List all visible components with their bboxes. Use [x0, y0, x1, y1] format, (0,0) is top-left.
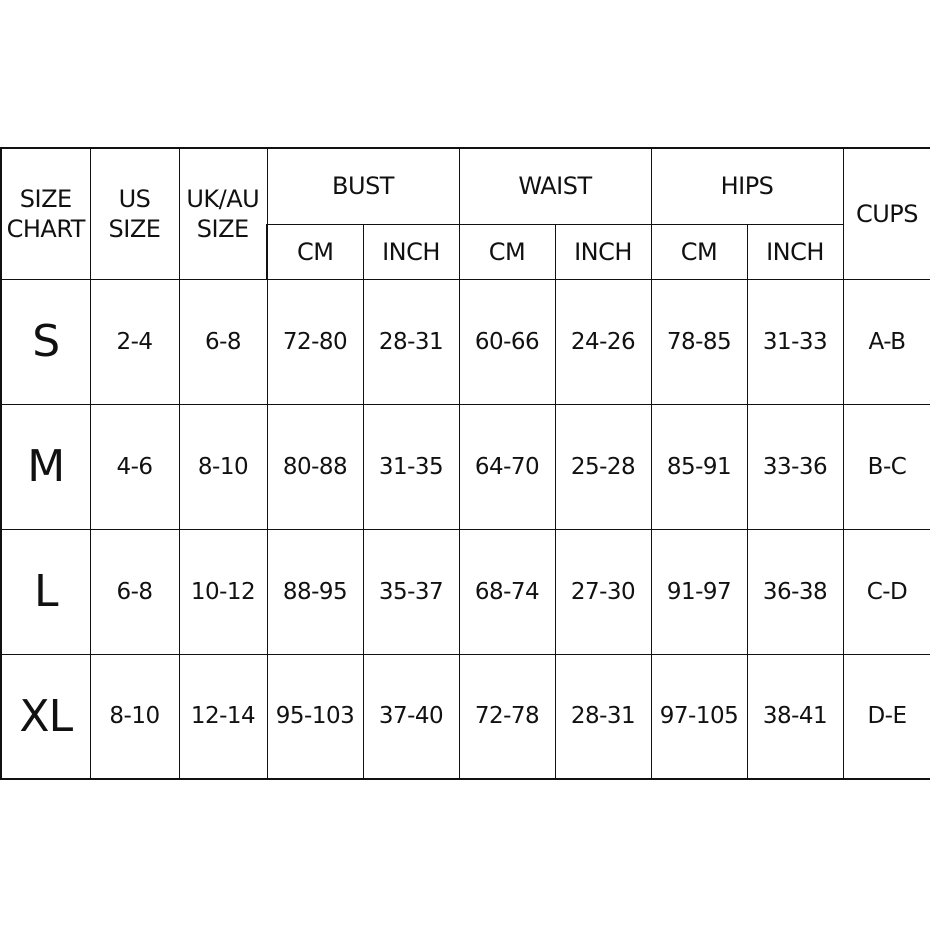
bust-inch-cell: 37-40	[363, 654, 459, 779]
waist-inch-cell: 25-28	[555, 404, 651, 529]
header-bust-cm: CM	[267, 224, 363, 279]
header-us-size	[90, 148, 179, 279]
size-label: XL	[1, 654, 90, 779]
header-hips: HIPS	[651, 148, 843, 224]
cups-cell: B-C	[843, 404, 930, 529]
uk-au-size-cell: 12-14	[179, 654, 267, 779]
table-row	[1, 404, 930, 529]
hips-cm-cell: 91-97	[651, 529, 747, 654]
bust-cm-cell: 95-103	[267, 654, 363, 779]
header-hips-inch: INCH	[747, 224, 843, 279]
cups-cell: C-D	[843, 529, 930, 654]
size-label: L	[1, 529, 90, 654]
waist-cm-cell: 60-66	[459, 279, 555, 404]
hips-inch-cell: 31-33	[747, 279, 843, 404]
header-uk-au-size	[179, 148, 267, 279]
bust-inch-cell: 35-37	[363, 529, 459, 654]
us-size-cell: 8-10	[90, 654, 179, 779]
hips-cm-cell: 85-91	[651, 404, 747, 529]
header-bust-inch: INCH	[363, 224, 459, 279]
us-size-cell: 2-4	[90, 279, 179, 404]
waist-cm-cell: 64-70	[459, 404, 555, 529]
waist-inch-cell: 28-31	[555, 654, 651, 779]
header-us-size-line2: SIZE	[108, 214, 161, 243]
bust-cm-cell: 88-95	[267, 529, 363, 654]
size-chart-table	[0, 147, 930, 780]
waist-inch-cell: 27-30	[555, 529, 651, 654]
header-size-chart	[1, 148, 90, 279]
header-waist-inch: INCH	[555, 224, 651, 279]
cups-cell: A-B	[843, 279, 930, 404]
header-row-main	[1, 148, 930, 224]
header-uk-au-size-line1: UK/AU	[186, 184, 260, 213]
header-waist: WAIST	[459, 148, 651, 224]
size-label: S	[1, 279, 90, 404]
header-size-chart-line2: CHART	[6, 214, 85, 243]
hips-cm-cell: 78-85	[651, 279, 747, 404]
hips-inch-cell: 33-36	[747, 404, 843, 529]
us-size-cell: 6-8	[90, 529, 179, 654]
table-row	[1, 654, 930, 779]
header-size-chart-line1: SIZE	[19, 184, 72, 213]
us-size-cell: 4-6	[90, 404, 179, 529]
cups-cell: D-E	[843, 654, 930, 779]
bust-cm-cell: 80-88	[267, 404, 363, 529]
table-row	[1, 279, 930, 404]
waist-cm-cell: 68-74	[459, 529, 555, 654]
uk-au-size-cell: 6-8	[179, 279, 267, 404]
header-waist-cm: CM	[459, 224, 555, 279]
bust-cm-cell: 72-80	[267, 279, 363, 404]
uk-au-size-cell: 8-10	[179, 404, 267, 529]
header-hips-cm: CM	[651, 224, 747, 279]
waist-inch-cell: 24-26	[555, 279, 651, 404]
bust-inch-cell: 28-31	[363, 279, 459, 404]
hips-inch-cell: 38-41	[747, 654, 843, 779]
hips-cm-cell: 97-105	[651, 654, 747, 779]
header-bust: BUST	[267, 148, 459, 224]
table-row	[1, 529, 930, 654]
hips-inch-cell: 36-38	[747, 529, 843, 654]
header-uk-au-size-line2: SIZE	[196, 214, 249, 243]
header-cups: CUPS	[843, 148, 930, 279]
uk-au-size-cell: 10-12	[179, 529, 267, 654]
size-label: M	[1, 404, 90, 529]
bust-inch-cell: 31-35	[363, 404, 459, 529]
header-us-size-line1: US	[118, 184, 151, 213]
waist-cm-cell: 72-78	[459, 654, 555, 779]
